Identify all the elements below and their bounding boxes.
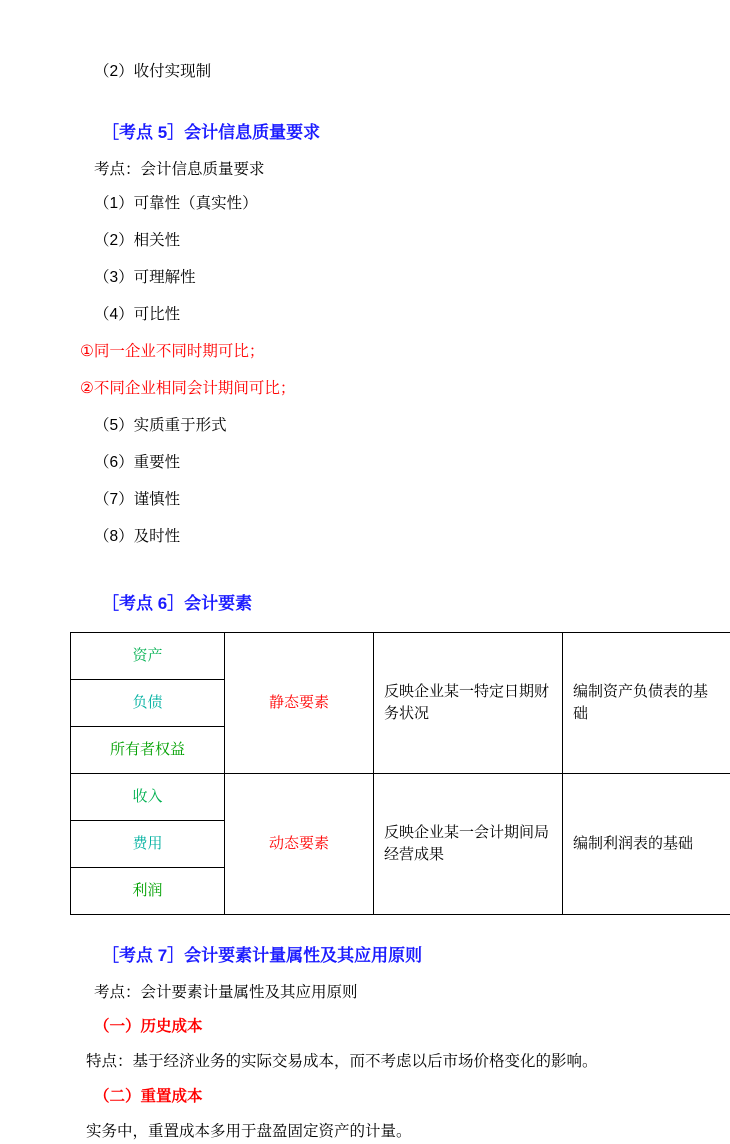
- element-use-static: 编制资产负债表的基础: [563, 633, 730, 774]
- quality-item-8: （8）及时性: [52, 525, 678, 549]
- table-row: [71, 774, 730, 821]
- section-subtitle-7: 考点：会计要素计量属性及其应用原则: [52, 980, 678, 1002]
- element-name-equity: 所有者权益: [71, 727, 225, 774]
- quality-item-1: （1）可靠性（真实性）: [52, 192, 678, 216]
- accounting-elements-table-wrapper: [52, 632, 678, 915]
- quality-item-4: （4）可比性: [52, 303, 678, 327]
- section-heading-5: ［考点 5］会计信息质量要求: [52, 118, 678, 143]
- accounting-elements-table: [70, 632, 730, 915]
- element-type-static: 静态要素: [225, 633, 374, 774]
- comparability-note-2: ②不同企业相同会计期间可比；: [52, 377, 678, 401]
- comparability-note-1: ①同一企业不同时期可比；: [52, 340, 678, 364]
- element-name-revenue: 收入: [71, 774, 225, 821]
- element-desc-static: 反映企业某一特定日期财务状况: [374, 633, 563, 774]
- replacement-cost-title: （二）重置成本: [52, 1085, 678, 1109]
- top-line: （2）收付实现制: [52, 60, 678, 84]
- element-name-expense: 费用: [71, 821, 225, 868]
- quality-item-2: （2）相关性: [52, 229, 678, 253]
- quality-item-3: （3）可理解性: [52, 266, 678, 290]
- section-heading-7: ［考点 7］会计要素计量属性及其应用原则: [52, 941, 678, 966]
- element-use-dynamic: 编制利润表的基础: [563, 774, 730, 915]
- section-heading-6: ［考点 6］会计要素: [52, 589, 678, 614]
- historical-cost-title: （一）历史成本: [52, 1015, 678, 1039]
- element-desc-dynamic: 反映企业某一会计期间局经营成果: [374, 774, 563, 915]
- quality-item-7: （7）谨慎性: [52, 488, 678, 512]
- element-name-liabilities: 负债: [71, 680, 225, 727]
- measurement-attributes-block: [52, 980, 678, 1144]
- table-row: [71, 633, 730, 680]
- element-type-dynamic: 动态要素: [225, 774, 374, 915]
- element-name-assets: 资产: [71, 633, 225, 680]
- quality-item-6: （6）重要性: [52, 451, 678, 475]
- historical-cost-body: 特点：基于经济业务的实际交易成本，而不考虑以后市场价格变化的影响。: [52, 1050, 678, 1074]
- replacement-cost-body: 实务中，重置成本多用于盘盈固定资产的计量。: [52, 1120, 678, 1144]
- section-subtitle-5: 考点：会计信息质量要求: [52, 157, 678, 179]
- quality-item-5: （5）实质重于形式: [52, 414, 678, 438]
- element-name-profit: 利润: [71, 868, 225, 915]
